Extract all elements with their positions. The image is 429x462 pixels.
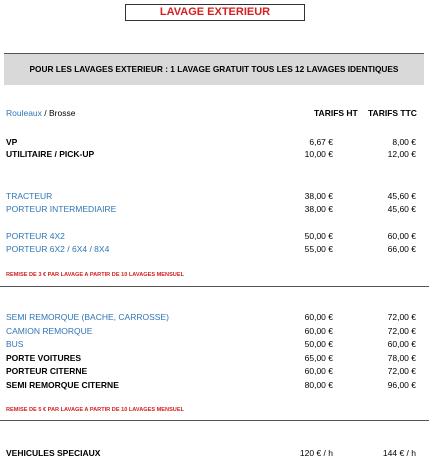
header-ttc: TARIFS TTC [368,108,417,118]
row-label: PORTEUR 4X2 [6,231,65,241]
row-ttc: 72,00 € [387,326,416,336]
table-row [0,352,429,364]
row-ttc: 72,00 € [387,312,416,322]
row-label: TRACTEUR [6,191,53,201]
row-label: PORTEUR 6X2 / 6X4 / 8X4 [6,244,110,254]
table-row [0,379,429,391]
row-label: VP [6,137,18,147]
row-label: PORTEUR CITERNE [6,366,88,376]
row-ht: 50,00 € [304,231,333,241]
loyalty-banner: POUR LES LAVAGES EXTERIEUR : 1 LAVAGE GRATUIT TOUS LES 12 LAVAGES IDENTIQUES [4,53,424,85]
discount-note: REMISE DE 3 € PAR LAVAGE A PARTIR DE 10 LAVAGES MENSUEL [6,272,184,278]
table-row [0,447,429,459]
row-ht: 6,67 € [309,137,333,147]
row-label: VEHICULES SPECIAUX [6,448,101,458]
table-row [0,311,429,323]
header-ht: TARIFS HT [314,108,358,118]
row-ttc: 45,60 € [387,204,416,214]
row-label: PORTEUR INTERMEDIAIRE [6,204,117,214]
header-label-brosse: Brosse [49,108,76,118]
row-ttc: 96,00 € [387,380,416,390]
row-ht: 60,00 € [304,326,333,336]
row-ttc: 12,00 € [387,149,416,159]
row-ht: 120 € / h [299,448,333,458]
row-ttc: 8,00 € [392,137,416,147]
divider [0,420,429,421]
table-row [0,148,429,160]
row-ttc: 60,00 € [387,339,416,349]
row-ttc: 60,00 € [387,231,416,241]
row-label: UTILITAIRE / PICK-UP [6,149,95,159]
row-ht: 38,00 € [304,191,333,201]
row-ttc: 144 € / h [382,448,416,458]
row-label: SEMI REMORQUE (BACHE, CARROSSE) [6,312,169,322]
table-row [0,203,429,215]
table-row [0,325,429,337]
row-label: BUS [6,339,24,349]
row-label: CAMION REMORQUE [6,326,93,336]
table-row [0,190,429,202]
divider [0,286,429,287]
header-label [6,107,75,119]
row-label: PORTE VOITURES [6,353,82,363]
row-ht: 80,00 € [304,380,333,390]
row-ht: 60,00 € [304,312,333,322]
row-ttc: 66,00 € [387,244,416,254]
page-title: LAVAGE EXTERIEUR [125,4,305,21]
table-row [0,365,429,377]
header-label-rouleaux: Rouleaux [6,108,42,118]
row-ht: 50,00 € [304,339,333,349]
row-ht: 38,00 € [304,204,333,214]
table-row [0,136,429,148]
row-ht: 60,00 € [304,366,333,376]
table-row [0,243,429,255]
row-ht: 65,00 € [304,353,333,363]
row-ht: 55,00 € [304,244,333,254]
table-row [0,338,429,350]
row-label: SEMI REMORQUE CITERNE [6,380,119,390]
row-ttc: 45,60 € [387,191,416,201]
table-header [0,107,429,119]
header-label-sep: / [41,108,50,118]
row-ht: 10,00 € [304,149,333,159]
discount-note: REMISE DE 5 € PAR LAVAGE A PARTIR DE 10 LAVAGES MENSUEL [6,407,184,413]
row-ttc: 72,00 € [387,366,416,376]
table-row [0,230,429,242]
row-ttc: 78,00 € [387,353,416,363]
